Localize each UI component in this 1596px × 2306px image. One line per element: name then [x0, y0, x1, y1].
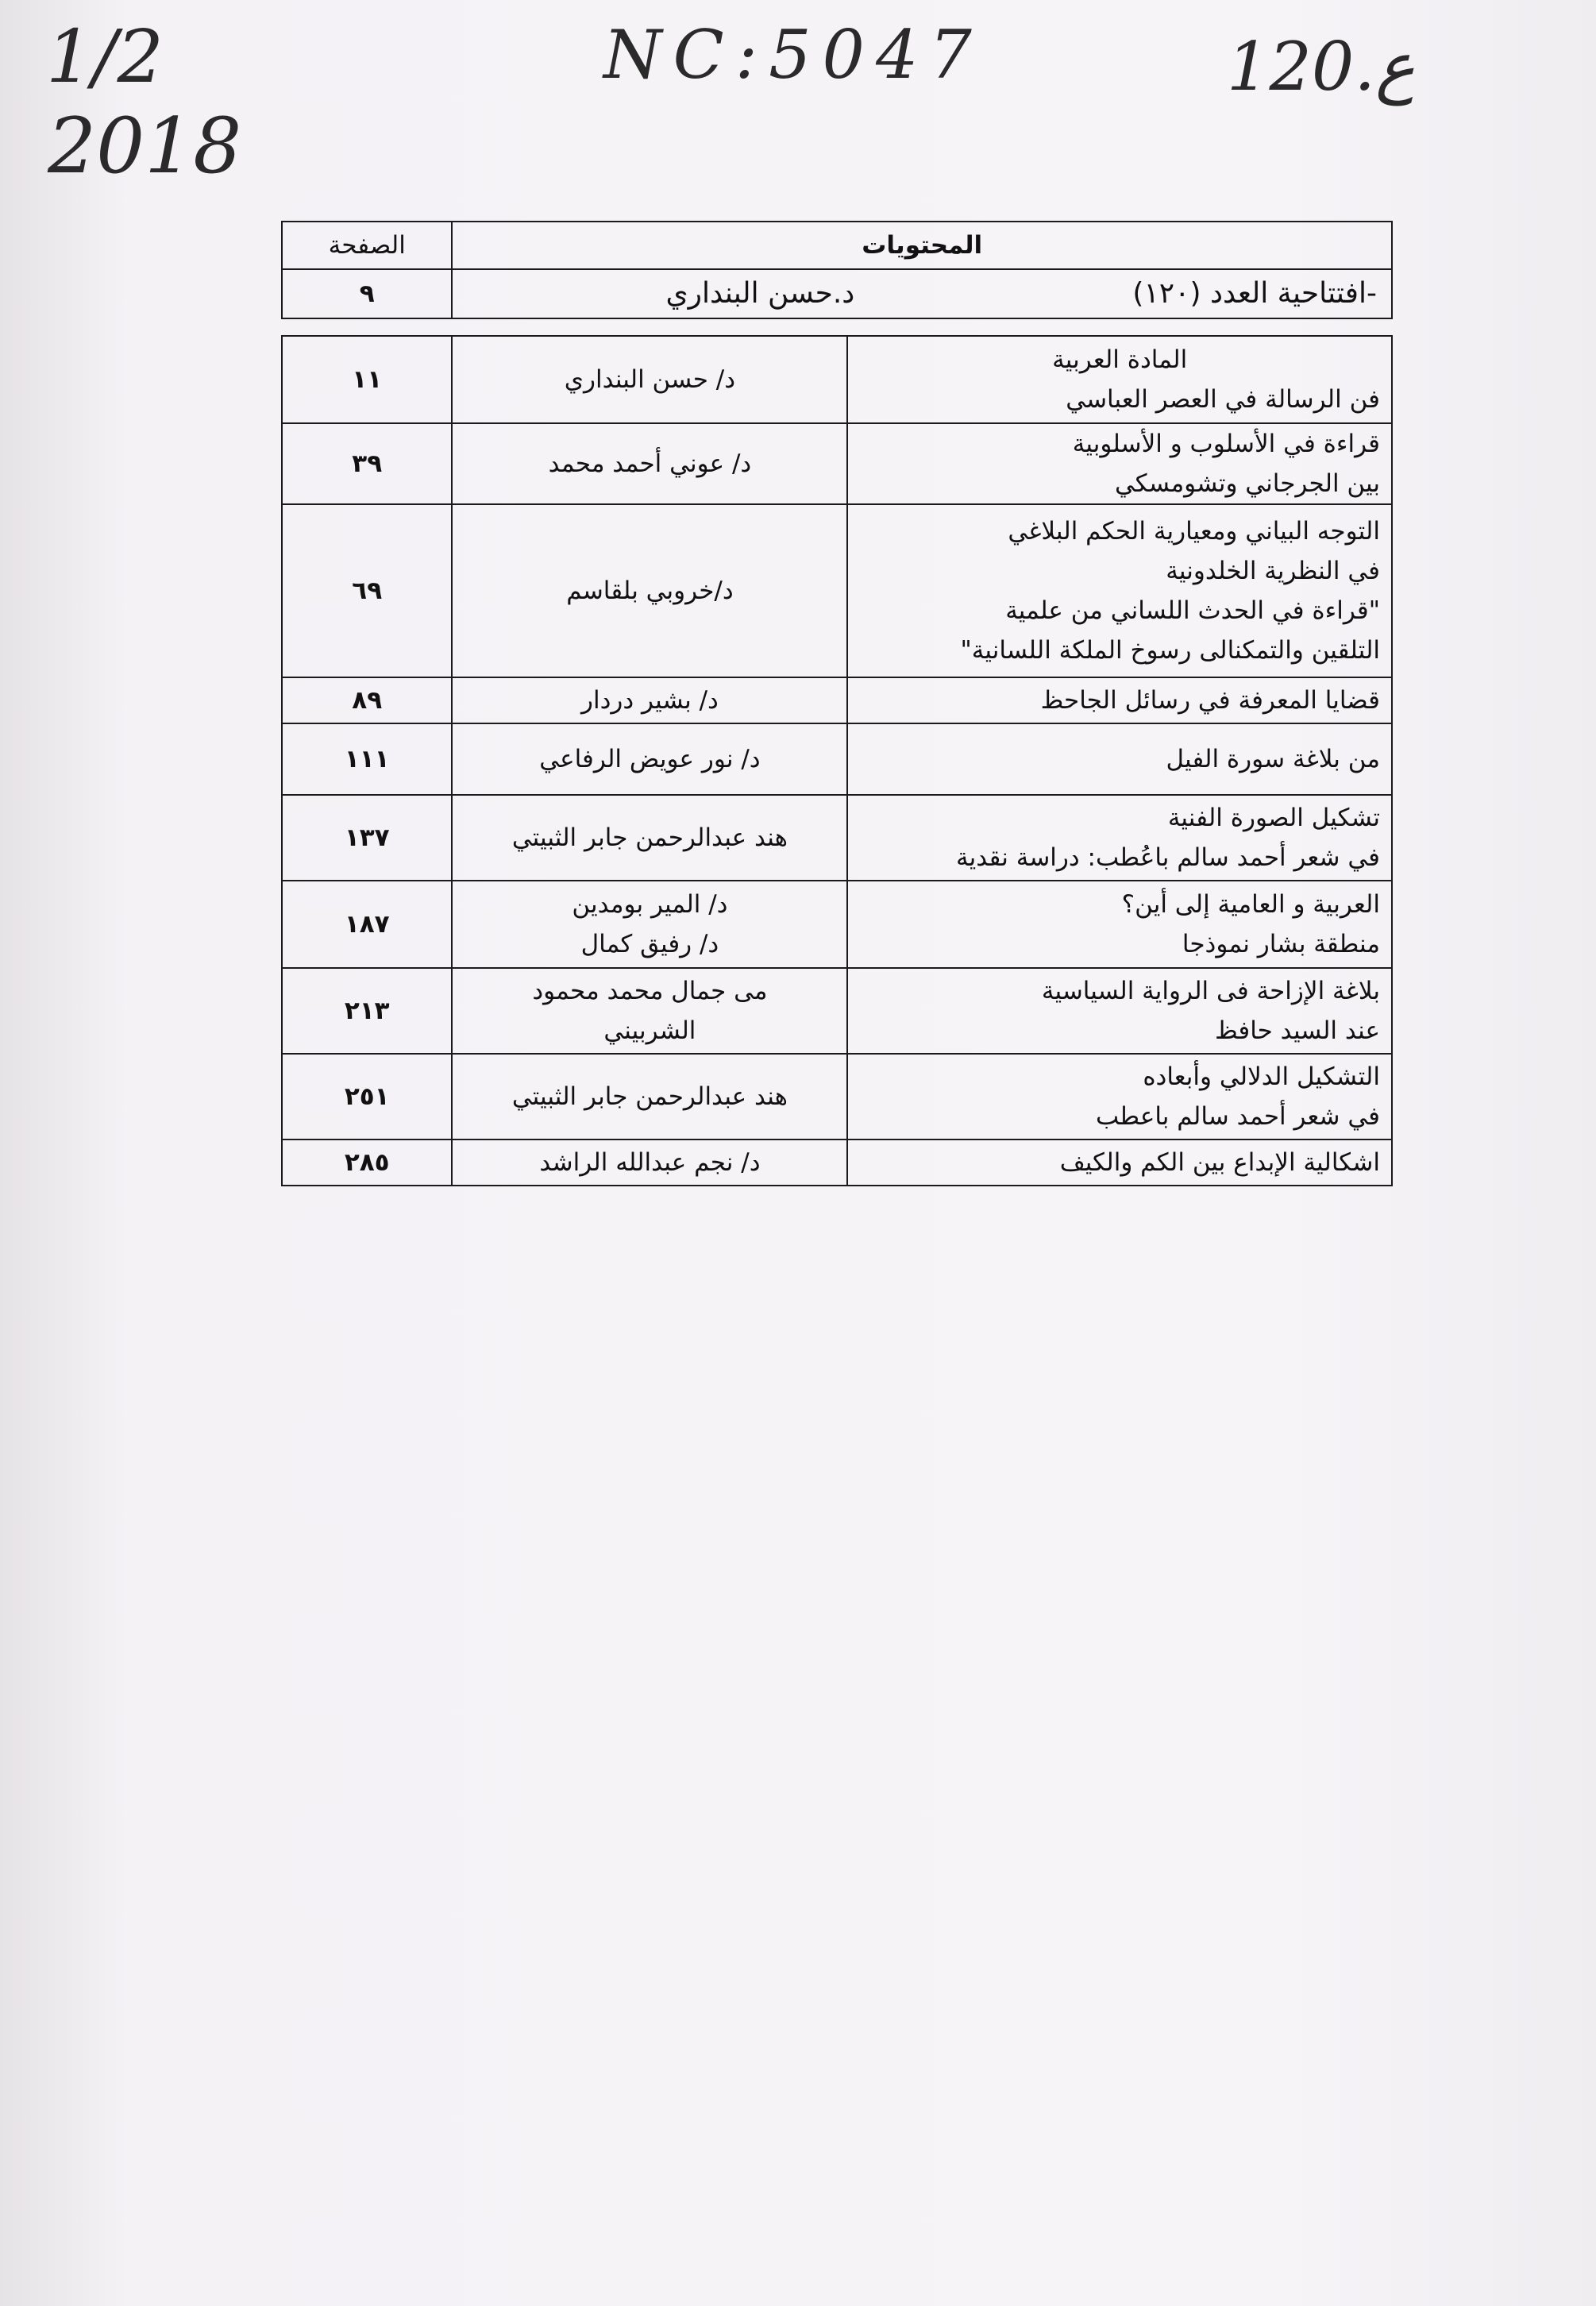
author-line: د/ بشير دردار — [580, 686, 719, 715]
author-line: الشربيني — [603, 1016, 696, 1045]
contents-table — [281, 221, 1393, 319]
article-author — [452, 1054, 847, 1140]
author-line: د/ نجم عبدالله الراشد — [539, 1148, 761, 1177]
author-line: د/خروبي بلقاسم — [566, 576, 734, 605]
article-author — [452, 504, 847, 677]
toc-row — [282, 504, 1392, 677]
toc-row — [282, 968, 1392, 1054]
contents-heading: المحتويات — [452, 222, 1392, 269]
article-title — [847, 968, 1392, 1054]
opening-page: ٩ — [282, 269, 452, 318]
article-title-line: في شعر أحمد سالم باعطب — [1095, 1102, 1380, 1131]
article-title-line: العربية و العامية إلى أين؟ — [1121, 890, 1380, 919]
article-page-number: ١٣٧ — [282, 795, 452, 881]
author-line: هند عبدالرحمن جابر الثبيتي — [511, 1082, 788, 1111]
article-title — [847, 336, 1392, 423]
toc-row — [282, 677, 1392, 723]
handwritten-year: 2018 — [48, 102, 242, 191]
article-page-number: ١١١ — [282, 723, 452, 795]
article-title-line: قضايا المعرفة في رسائل الجاحظ — [1040, 686, 1380, 715]
toc-row — [282, 881, 1392, 968]
toc-row — [282, 423, 1392, 504]
article-author — [452, 968, 847, 1054]
article-title-line: من بلاغة سورة الفيل — [1166, 745, 1380, 773]
article-author — [452, 423, 847, 504]
article-author — [452, 795, 847, 881]
article-title-line: في النظرية الخلدونية — [1166, 557, 1380, 585]
article-title — [847, 504, 1392, 677]
article-title-line: عند السيد حافظ — [1214, 1016, 1380, 1045]
author-line: د/ المير بومدين — [572, 890, 728, 919]
contents-body-table — [281, 335, 1393, 1186]
article-title-line: التشكيل الدلالي وأبعاده — [1143, 1062, 1380, 1091]
toc-row — [282, 723, 1392, 795]
author-line: د/ عوني أحمد محمد — [548, 449, 752, 478]
article-page-number: ٢١٣ — [282, 968, 452, 1054]
article-author — [452, 677, 847, 723]
opening-row — [282, 269, 1392, 318]
article-title — [847, 423, 1392, 504]
article-page-number: ٨٩ — [282, 677, 452, 723]
article-title — [847, 881, 1392, 968]
handwritten-issue: 120.ع — [1227, 28, 1416, 106]
article-title-line: في شعر أحمد سالم باعُطب: دراسة نقدية — [956, 843, 1380, 872]
author-line: د/ حسن البنداري — [564, 365, 736, 394]
article-title-line: فن الرسالة في العصر العباسي — [1066, 385, 1380, 414]
article-page-number: ٦٩ — [282, 504, 452, 677]
author-line: د/ رفيق كمال — [580, 930, 719, 958]
article-title-line: منطقة بشار نموذجا — [1182, 930, 1380, 958]
author-line: هند عبدالرحمن جابر الثبيتي — [511, 823, 788, 852]
article-page-number: ٣٩ — [282, 423, 452, 504]
article-page-number: ٢٥١ — [282, 1054, 452, 1140]
author-line: مى جمال محمد محمود — [532, 977, 768, 1005]
toc-row — [282, 1054, 1392, 1140]
article-title — [847, 723, 1392, 795]
toc-row — [282, 1140, 1392, 1186]
handwritten-code: NC:5047 — [603, 16, 983, 94]
article-title-line: بين الجرجاني وتشومسكي — [1114, 469, 1380, 498]
article-author — [452, 881, 847, 968]
article-title — [847, 677, 1392, 723]
article-author — [452, 723, 847, 795]
toc-row — [282, 795, 1392, 881]
article-title — [847, 795, 1392, 881]
article-page-number: ٢٨٥ — [282, 1140, 452, 1186]
page-column-heading: الصفحة — [282, 222, 452, 269]
article-page-number: ١١ — [282, 336, 452, 423]
article-title-line: التوجه البياني ومعيارية الحكم البلاغي — [1008, 517, 1380, 546]
opening-author: د.حسن البنداري — [665, 277, 855, 310]
article-author — [452, 336, 847, 423]
section-label: المادة العربية — [1052, 345, 1188, 374]
toc-row — [282, 336, 1392, 423]
article-title — [847, 1054, 1392, 1140]
article-title-line: "قراءة في الحدث اللساني من علمية — [1005, 596, 1380, 625]
author-line: د/ نور عويض الرفاعي — [539, 745, 761, 773]
opening-title: -افتتاحية العدد (١٢٠) — [1132, 277, 1377, 310]
article-title-line: قراءة في الأسلوب و الأسلوبية — [1072, 430, 1380, 458]
article-page-number: ١٨٧ — [282, 881, 452, 968]
table-header-row — [282, 222, 1392, 269]
article-author — [452, 1140, 847, 1186]
article-title-line: بلاغة الإزاحة فى الرواية السياسية — [1041, 977, 1380, 1005]
article-title-line: التلقين والتمكنالى رسوخ الملكة اللسانية" — [960, 636, 1380, 665]
article-title-line: اشكالية الإبداع بين الكم والكيف — [1059, 1148, 1380, 1177]
article-title — [847, 1140, 1392, 1186]
handwritten-number: 1/2 — [46, 14, 164, 99]
article-title-line: تشكيل الصورة الفنية — [1167, 804, 1380, 832]
